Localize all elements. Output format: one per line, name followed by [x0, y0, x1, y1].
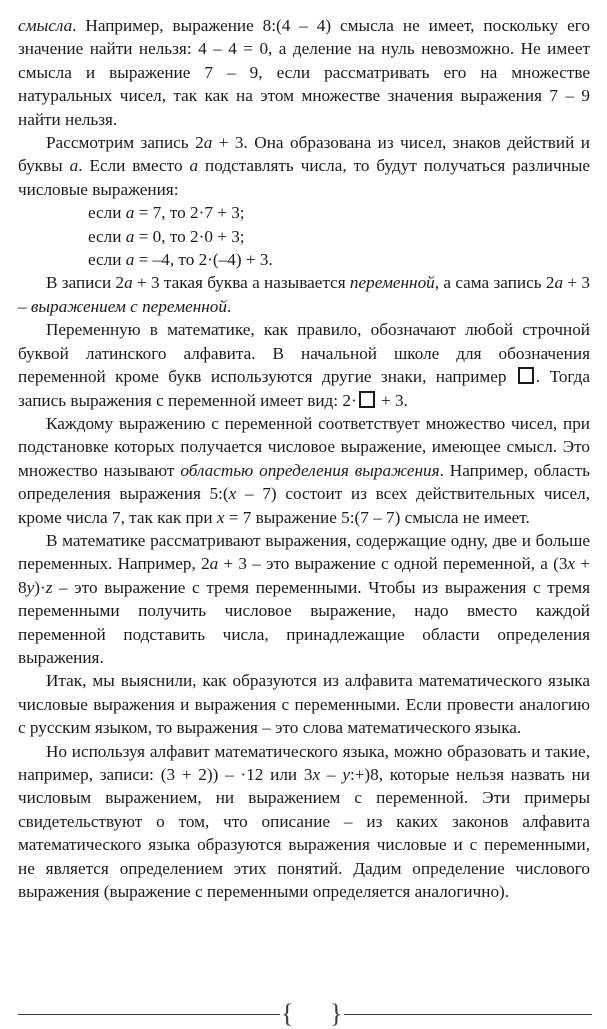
- italic-text: x: [312, 765, 321, 784]
- text-run: . Тогда запись выражения с переменной имеет вид: 2·: [18, 367, 590, 410]
- paragraph: [18, 412, 590, 529]
- italic-text: a: [125, 250, 135, 270]
- paragraph: [18, 318, 590, 412]
- italic-text: a: [69, 156, 79, 176]
- paragraph: [18, 669, 590, 739]
- paragraph: [18, 14, 590, 131]
- footer-open-brace: {: [281, 999, 294, 1028]
- text-run: –: [320, 765, 343, 784]
- text-run: .: [226, 296, 232, 316]
- italic-text: a: [124, 273, 133, 293]
- paragraph: [18, 131, 590, 201]
- text-run: + 3 –: [18, 273, 590, 316]
- text-run: = –4, то 2·(–4) + 3.: [134, 250, 273, 270]
- italic-text: a: [209, 554, 219, 574]
- footer-close-brace: }: [330, 999, 343, 1028]
- italic-text: y: [26, 577, 35, 597]
- italic-text: z: [45, 577, 53, 597]
- page-footer: [0, 999, 607, 1028]
- text-run: + 3 – это выражение с одной переменной, а (3: [218, 554, 568, 574]
- italic-text: смысла: [18, 16, 73, 35]
- text-run: подставлять числа, то будут получаться различные числовые выражения:: [18, 156, 590, 199]
- page-text: [18, 14, 590, 903]
- italic-text: x: [567, 554, 576, 574]
- text-run: Итак, мы выяснили, как образуются из алфавита математического языка числовые выражения и выражения с переменными. Если провести аналогию с русским языком, то выражения – это слова математического языка.: [18, 671, 590, 738]
- paragraph: [18, 740, 590, 904]
- text-run: – 7) состоит из всех действительных чисел, кроме числа 7, так как при: [18, 484, 590, 527]
- italic-text: переменной: [349, 273, 435, 293]
- paragraph: [18, 529, 590, 669]
- italic-text: x: [228, 484, 237, 504]
- italic-text: y: [342, 765, 350, 784]
- text-run: – это выражение с тремя переменными. Чтобы из выражения с тремя переменными получить числовое выражение, надо вместо каждой переменной подставить числа, принадлежащие области определения выражения.: [18, 577, 590, 667]
- text-run: . Если вместо: [78, 156, 190, 176]
- text-run: . Например, выражение 8:(4 – 4) смысла не имеет, поскольку его значение найти нельзя: 4 – 4 = 0, а деление на нуль невозможно. Не имеет смысла и выражение 7 – 9, если рассматривать его на множестве натуральных чисел, так как на этом множестве значения выражения 7 – 9 найти нельзя.: [18, 16, 590, 129]
- footer-rule-left: [18, 1014, 280, 1015]
- text-run: :+)8, которые нельзя назвать ни числовым выражением, ни выражением с переменной. Эти примеры свидетельствуют о том, что описание – из каких законов алфавита математического языка образуются выражения числовые и с переменными, не является определением этих понятий. Дадим определение числового выражения (выражение с переменными определяется аналогично).: [18, 765, 591, 902]
- example-line: [18, 225, 590, 248]
- example-line: [18, 248, 590, 271]
- paragraph: [18, 271, 590, 318]
- text-run: если: [88, 226, 126, 246]
- text-run: + 8: [18, 554, 590, 597]
- text-run: Переменную в математике, как правило, обозначают любой строчной буквой латинского алфавита. В начальной школе для обозначения переменной кроме букв используются другие знаки, например: [18, 320, 590, 387]
- italic-text: a: [554, 273, 564, 293]
- text-run: + 3 такая буква а называется: [132, 273, 350, 293]
- box-symbol-icon: [518, 367, 534, 384]
- text-run: = 7 выражение 5:(7 – 7) смысла не имеет.: [224, 507, 530, 527]
- italic-text: a: [203, 133, 213, 153]
- text-run: , а сама запись 2: [434, 273, 555, 293]
- italic-text: a: [125, 226, 135, 246]
- example-line: [18, 201, 590, 224]
- text-run: Но используя алфавит математического языка, можно образовать и такие, например, записи: (3 + 2)) – ·12 или 3: [18, 741, 590, 784]
- italic-text: областью определения выражения: [180, 460, 440, 480]
- footer-rule-right: [344, 1014, 592, 1015]
- text-run: + 3.: [376, 390, 408, 410]
- text-run: В записи 2: [46, 273, 125, 293]
- text-run: . Например, область определения выражения 5:(: [18, 460, 591, 504]
- box-symbol-icon: [359, 391, 375, 408]
- text-run: )·: [34, 577, 46, 597]
- text-run: + 3. Она образована из чисел, знаков действий и буквы: [18, 133, 590, 176]
- text-run: Рассмотрим запись 2: [46, 133, 204, 153]
- text-run: = 0, то 2·0 + 3;: [134, 226, 245, 246]
- italic-text: a: [189, 156, 199, 176]
- text-run: Каждому выражению с переменной соответствует множество чисел, при подстановке которых получается числовое выражение, имеющее смысл. Это множество называют: [18, 413, 590, 480]
- text-run: = 7, то 2·7 + 3;: [134, 203, 245, 223]
- italic-text: выражением с переменной: [30, 296, 227, 316]
- italic-text: x: [216, 507, 225, 527]
- italic-text: a: [125, 203, 135, 223]
- text-run: если: [88, 203, 126, 223]
- text-run: В математике рассматривают выражения, содержащие одну, две и больше переменных. Например, 2: [18, 530, 590, 574]
- text-run: если: [88, 250, 126, 270]
